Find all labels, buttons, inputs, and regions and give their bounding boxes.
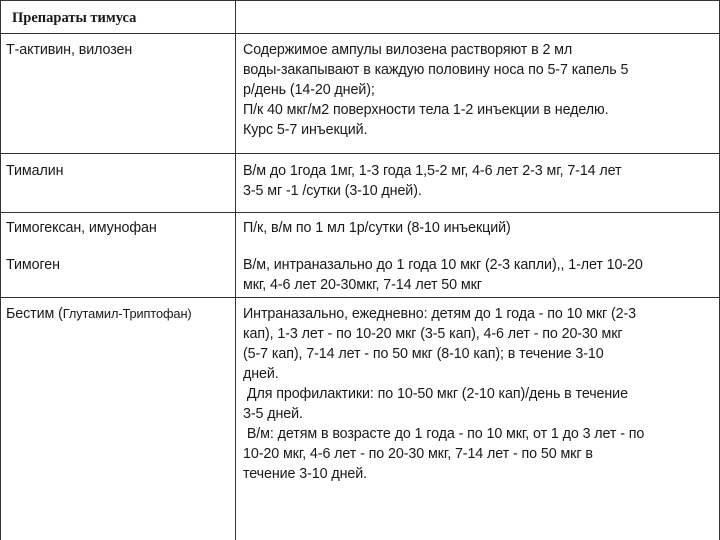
drug-name-bestim — [6, 304, 228, 324]
row-divider — [0, 33, 720, 34]
drug-name-bestim-subtitle: Глутамил-Триптофан) — [62, 306, 192, 321]
dosage-line: Интраназально, ежедневно: детям до 1 года - по 10 мкг (2-3 — [243, 306, 637, 322]
dosage-line: В/м до 1года 1мг, 1-3 года 1,5-2 мг, 4-6 лет 2-3 мг, 7-14 лет — [243, 163, 622, 179]
dosage-timogen — [243, 255, 715, 295]
row-divider — [0, 212, 720, 213]
table-header-title: Препараты тимуса — [12, 10, 137, 26]
dosage-line: П/к, в/м по 1 мл 1р/сутки (8-10 инъекций) — [243, 220, 511, 236]
dosage-line: р/день (14-20 дней); — [243, 82, 375, 98]
dosage-line: дней. — [243, 366, 279, 382]
dosage-timalin — [243, 161, 715, 201]
dosage-line: П/к 40 мкг/м2 поверхности тела 1-2 инъекции в неделю. — [243, 102, 609, 118]
dosage-line: течение 3-10 дней. — [243, 466, 368, 482]
dosage-line: 10-20 мкг, 4-6 лет - по 20-30 мкг, 7-14 лет - по 50 мкг в — [243, 446, 593, 462]
drug-name-bestim-main: Бестим ( — [6, 306, 63, 322]
dosage-timogeksan — [243, 218, 715, 238]
dosage-line: Курс 5-7 инъекций. — [243, 122, 368, 138]
dosage-line: 3-5 дней. — [243, 406, 303, 422]
row-divider — [0, 0, 720, 1]
dosage-line: В/м: детям в возрасте до 1 года - по 10 мкг, от 1 до 3 лет - по — [243, 426, 645, 442]
dosage-bestim — [243, 304, 715, 484]
drug-name-timogeksan: Тимогексан, имунофан — [6, 220, 157, 236]
dosage-line: 3-5 мг -1 /сутки (3-10 дней). — [243, 183, 422, 199]
dosage-line: Содержимое ампулы вилозена растворяют в 2 мл — [243, 42, 573, 58]
drug-name-t-activin: Т-активин, вилозен — [6, 42, 133, 58]
row-divider — [0, 297, 720, 298]
dosage-line: Для профилактики: по 10-50 мкг (2-10 кап)/день в течение — [243, 386, 628, 402]
dosage-line: (5-7 кап), 7-14 лет - по 50 мкг (8-10 кап); в течение 3-10 — [243, 346, 604, 362]
dosage-line: мкг, 4-6 лет 20-30мкг, 7-14 лет 50 мкг — [243, 277, 482, 293]
dosage-line: кап), 1-3 лет - по 10-20 мкг (3-5 кап), 4-6 лет - по 20-30 мкг — [243, 326, 623, 342]
dosage-line: воды-закапывают в каждую половину носа по 5-7 капель 5 — [243, 62, 629, 78]
drug-name-timalin: Тималин — [6, 163, 64, 179]
row-divider — [0, 153, 720, 154]
table-border-left — [0, 0, 1, 540]
dosage-t-activin — [243, 40, 715, 140]
column-divider — [235, 0, 236, 540]
dosage-line: В/м, интраназально до 1 года 10 мкг (2-3 капли),, 1-лет 10-20 — [243, 257, 643, 273]
drug-name-timogen: Тимоген — [6, 257, 60, 273]
